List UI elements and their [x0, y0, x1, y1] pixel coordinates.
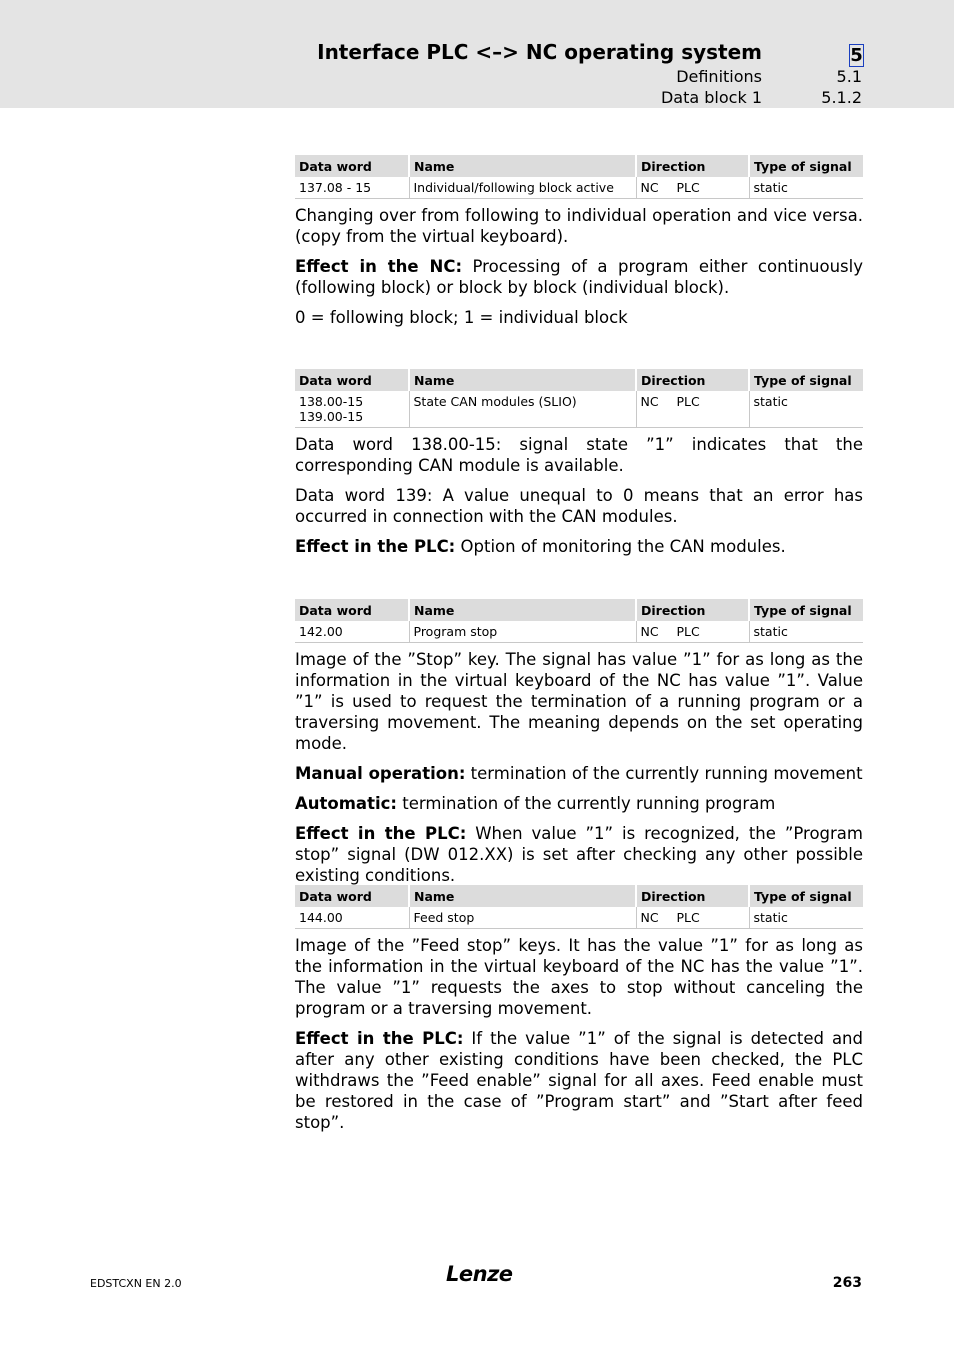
cell-data-word: 137.08 - 15 [295, 177, 409, 199]
signal-table [295, 155, 863, 199]
signal-section-142 [295, 599, 863, 886]
cell-signal-type: static [749, 391, 863, 428]
col-header-signal-type: Type of signal [749, 155, 863, 177]
cell-name: Program stop [409, 621, 636, 643]
paragraph: Effect in the PLC: Option of monitoring the CAN modules. [295, 537, 786, 556]
col-header-data-word: Data word [295, 599, 409, 621]
direction-from: NC [640, 180, 659, 195]
paragraph: Image of the ”Feed stop” keys. It has the value ”1” for as long as the information in the virtual keyboard of the NC has the value ”1”. The value ”1” requests the axes to stop without canceling the program or a traversing movement. [295, 936, 863, 1018]
signal-section-138 [295, 369, 863, 557]
paragraph: 0 = following block; 1 = individual block [295, 308, 628, 327]
table-row [295, 391, 863, 428]
cell-signal-type: static [749, 177, 863, 199]
signal-section-137 [295, 155, 863, 328]
col-header-data-word: Data word [295, 155, 409, 177]
document-id: EDSTCXN EN 2.0 [90, 1277, 182, 1290]
signal-section-144 [295, 885, 863, 1133]
col-header-data-word: Data word [295, 369, 409, 391]
col-header-name: Name [409, 599, 636, 621]
signal-table [295, 885, 863, 929]
section-number: 5.1 [836, 67, 862, 86]
paragraph: Effect in the PLC: If the value ”1” of the signal is detected and after any other existing conditions have been checked, the PLC withdraws the ”Feed enable” signal for all axes. Feed enable must be restored in the case of ”Program start” and ”Start after feed stop”. [295, 1029, 863, 1132]
table-row [295, 621, 863, 643]
subsection-title: Data block 1 [660, 88, 762, 107]
direction-to: PLC [676, 910, 700, 925]
cell-name: Feed stop [409, 907, 636, 929]
col-header-signal-type: Type of signal [749, 885, 863, 907]
lenze-logo: Lenze [446, 1262, 513, 1286]
cell-signal-type: static [749, 907, 863, 929]
cell-direction [636, 177, 749, 199]
paragraph: Effect in the PLC: When value ”1” is recognized, the ”Program stop” signal (DW 012.XX) is set after checking any other possible existing conditions. [295, 824, 863, 885]
paragraph: Data word 138.00-15: signal state ”1” indicates that the corresponding CAN module is available. [295, 435, 863, 475]
cell-direction [636, 621, 749, 643]
section-title: Definitions [676, 67, 762, 86]
col-header-data-word: Data word [295, 885, 409, 907]
direction-from: NC [640, 910, 659, 925]
cell-direction [636, 907, 749, 929]
paragraph: Changing over from following to individual operation and vice versa. (copy from the virtual keyboard). [295, 206, 863, 246]
cell-direction [636, 391, 749, 428]
direction-from: NC [640, 394, 659, 409]
cell-name: Individual/following block active [409, 177, 636, 199]
paragraph: Data word 139: A value unequal to 0 means that an error has occurred in connection with the CAN modules. [295, 486, 863, 526]
direction-to: PLC [676, 624, 700, 639]
signal-table [295, 599, 863, 643]
cell-signal-type: static [749, 621, 863, 643]
signal-table [295, 369, 863, 428]
col-header-direction: Direction [636, 885, 749, 907]
page-number: 263 [832, 1275, 862, 1291]
subsection-number: 5.1.2 [821, 88, 862, 107]
table-row [295, 177, 863, 199]
col-header-name: Name [409, 369, 636, 391]
cell-name: State CAN modules (SLIO) [409, 391, 636, 428]
col-header-direction: Direction [636, 155, 749, 177]
col-header-name: Name [409, 885, 636, 907]
direction-from: NC [640, 624, 659, 639]
direction-to: PLC [676, 180, 700, 195]
col-header-direction: Direction [636, 369, 749, 391]
col-header-name: Name [409, 155, 636, 177]
cell-data-word: 138.00-15 139.00-15 [295, 391, 409, 428]
cell-data-word: 144.00 [295, 907, 409, 929]
paragraph: Image of the ”Stop” key. The signal has value ”1” for as long as the information in the virtual keyboard of the NC has value ”1”. Value ”1” is used to request the termination of a running program or a traversing movement. The meaning depends on the set operating mode. [295, 650, 863, 753]
col-header-direction: Direction [636, 599, 749, 621]
page-title: Interface PLC <–> NC operating system [317, 40, 762, 64]
paragraph: Manual operation: termination of the currently running movement [295, 764, 863, 783]
paragraph: Effect in the NC: Processing of a program either continuously (following block) or block by block (individual block). [295, 257, 863, 297]
direction-to: PLC [676, 394, 700, 409]
table-row [295, 907, 863, 929]
col-header-signal-type: Type of signal [749, 369, 863, 391]
paragraph: Automatic: termination of the currently running program [295, 794, 776, 813]
cell-data-word: 142.00 [295, 621, 409, 643]
col-header-signal-type: Type of signal [749, 599, 863, 621]
chapter-number-link[interactable]: 5 [850, 45, 863, 66]
